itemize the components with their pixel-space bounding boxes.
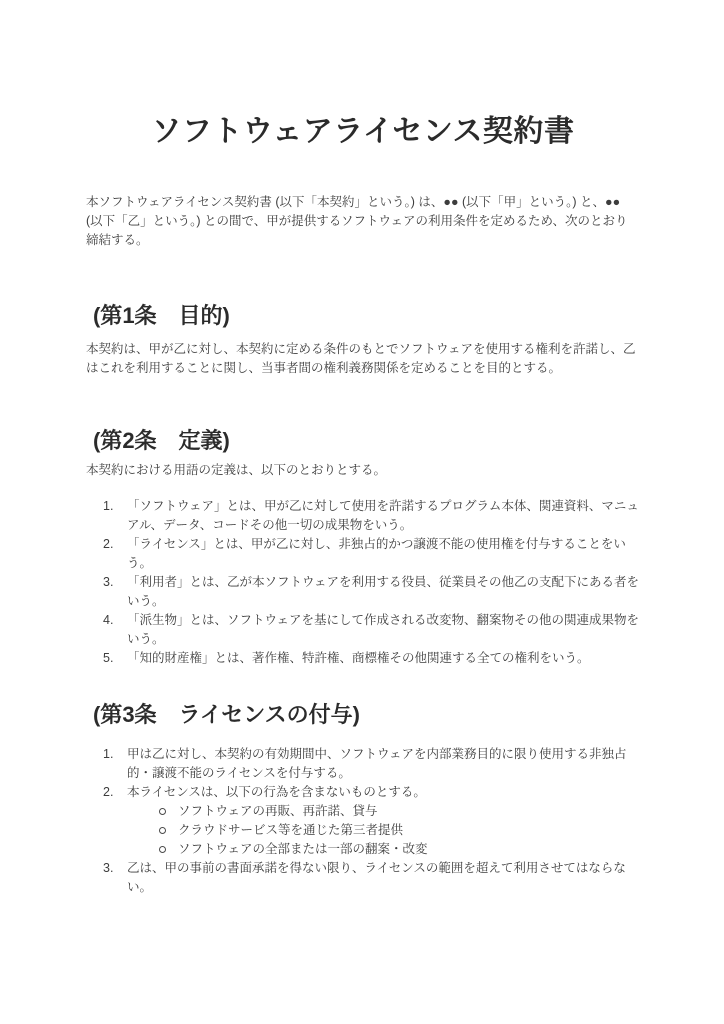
list-number: 2.: [103, 537, 114, 551]
circle-bullet-icon: [158, 821, 178, 840]
circle-bullet-icon: [158, 840, 178, 859]
license-grant-list: [86, 745, 640, 897]
excluded-action-text: クラウドサービス等を通じた第三者提供: [178, 823, 404, 837]
section-2-body: 本契約における用語の定義は、以下のとおりとする。: [86, 463, 387, 477]
definition-text: 「利用者」とは、乙が本ソフトウェアを利用する役員、従業員その他乙の支配下にある者をいう。: [127, 575, 640, 608]
intro-paragraph: 本ソフトウェアライセンス契約書 (以下「本契約」という。) は、●● (以下「甲」という。) と、●● (以下「乙」という。) との間で、甲が提供するソフトウェアの利用条件を定めるため、次のとおり締結する。: [86, 195, 628, 247]
section-2-heading: (第2条 定義): [93, 428, 230, 453]
excluded-action-cloud: [158, 821, 640, 840]
definitions-list: [86, 497, 640, 668]
excluded-action-text: ソフトウェアの全部または一部の翻案・改変: [178, 842, 428, 856]
list-number: 3.: [103, 861, 114, 875]
grant-text: 乙は、甲の事前の書面承諾を得ない限り、ライセンスの範囲を超えて利用させてはならない。: [127, 861, 626, 894]
definition-text: 「派生物」とは、ソフトウェアを基にして作成される改変物、翻案物その他の関連成果物をいう。: [127, 613, 640, 646]
grant-item-approval: [103, 859, 640, 897]
excluded-action-resale: [158, 802, 640, 821]
list-number: 1.: [103, 499, 114, 513]
grant-item-scope: [103, 745, 640, 783]
definition-item-software: [103, 497, 640, 535]
section-1-heading: (第1条 目的): [93, 303, 230, 328]
list-number: 5.: [103, 651, 114, 665]
grant-text: 本ライセンスは、以下の行為を含まないものとする。: [127, 785, 426, 799]
grant-text: 甲は乙に対し、本契約の有効期間中、ソフトウェアを内部業務目的に限り使用する非独占的・譲渡不能のライセンスを付与する。: [127, 747, 627, 780]
definition-text: 「知的財産権」とは、著作権、特許権、商標権その他関連する全ての権利をいう。: [127, 651, 590, 665]
section-1-body: 本契約は、甲が乙に対し、本契約に定める条件のもとでソフトウェアを使用する権利を許諾し、乙はこれを利用することに関し、当事者間の権利義務関係を定めることを目的とする。: [86, 342, 636, 375]
list-number: 3.: [103, 575, 114, 589]
circle-bullet-icon: [158, 802, 178, 821]
excluded-action-text: ソフトウェアの再販、再許諾、貸与: [178, 804, 378, 818]
definition-text: 「ソフトウェア」とは、甲が乙に対して使用を許諾するプログラム本体、関連資料、マニュアル、データ、コードその他一切の成果物をいう。: [127, 499, 639, 532]
definition-item-user: [103, 573, 640, 611]
list-number: 2.: [103, 785, 114, 799]
document-title: ソフトウェアライセンス契約書: [151, 115, 575, 148]
list-number: 4.: [103, 613, 114, 627]
definition-item-ip-rights: [103, 649, 640, 668]
list-number: 1.: [103, 747, 114, 761]
definition-item-derivative: [103, 611, 640, 649]
excluded-action-modify: [158, 840, 640, 859]
excluded-actions-list: [158, 802, 640, 859]
section-3-heading: (第3条 ライセンスの付与): [93, 702, 360, 727]
definition-text: 「ライセンス」とは、甲が乙に対し、非独占的かつ譲渡不能の使用権を付与することをいう。: [127, 537, 626, 570]
definition-item-license: [103, 535, 640, 573]
grant-item-exclusions: [103, 783, 640, 859]
